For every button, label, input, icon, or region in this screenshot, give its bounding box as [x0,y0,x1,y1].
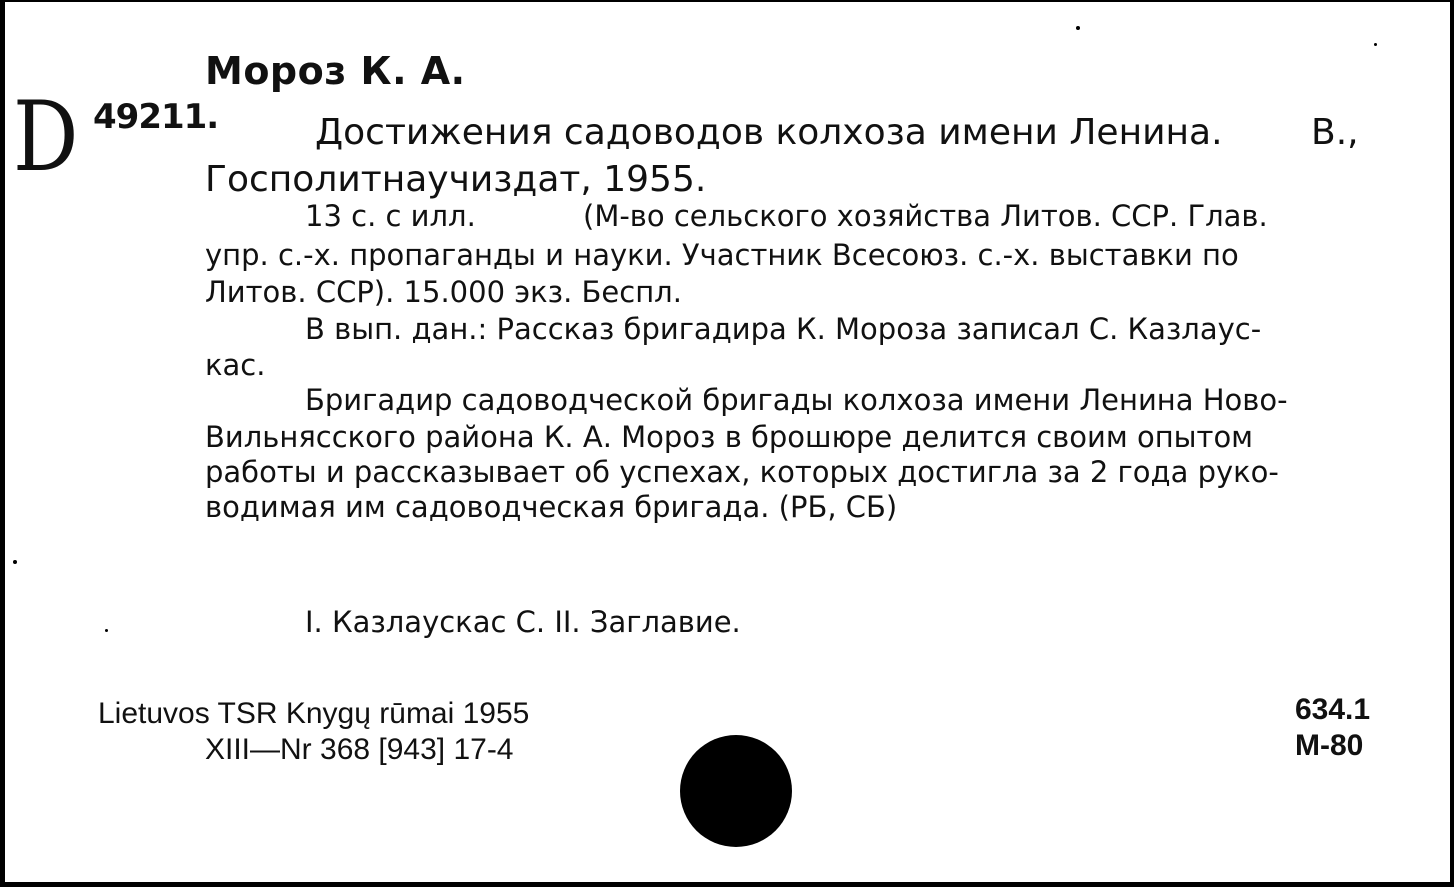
classification-number: 634.1 [1295,693,1371,726]
note-line-1: В вып. дан.: Рассказ бригадира К. Мороза записал С. Казлаус- [305,312,1262,346]
ink-speck [1374,43,1377,46]
call-number-digits: 49211. [93,97,219,137]
abstract-line-1: Бригадир садоводческой бригады колхоза имени Ленина Ново- [305,383,1288,417]
punch-hole [680,735,792,847]
title-place: В., [1311,112,1359,153]
collation-series: (М-во сельского хозяйства Литов. ССР. Глав. [583,199,1268,233]
collation-line-2: упр. с.-х. пропаганды и науки. Участник Всесоюз. с.-х. выставки по [205,238,1239,272]
call-number [13,81,219,193]
ink-speck [1076,26,1080,30]
abstract-line-3: работы и рассказывает об успехах, которых достигла за 2 года руко- [205,455,1279,489]
publisher-line-1: Lietuvos TSR Knygų rūmai 1955 [98,697,530,730]
title-line-1: Достижения садоводов колхоза имени Ленина. [315,112,1223,153]
author-heading: Мороз К. А. [205,49,466,93]
abstract-line-4: водимая им садоводческая бригада. (РБ, СБ) [205,490,898,524]
call-number-letter: D [13,81,79,193]
ink-speck [13,560,17,564]
title-line-2: Госполитнаучиздат, 1955. [205,159,707,200]
publisher-line-2: XIII—Nr 368 [943] 17-4 [205,733,514,766]
collation-line-3: Литов. ССР). 15.000 экз. Беспл. [205,275,682,309]
abstract-line-2: Вильнясского района К. А. Мороз в брошюре делится своим опытом [205,420,1254,454]
tracing: I. Казлаускас С. II. Заглавие. [305,605,741,639]
collation-pages: 13 с. с илл. [305,199,476,233]
author-mark: М-80 [1295,729,1364,762]
note-line-2: кас. [205,348,266,382]
ink-speck [105,629,108,632]
